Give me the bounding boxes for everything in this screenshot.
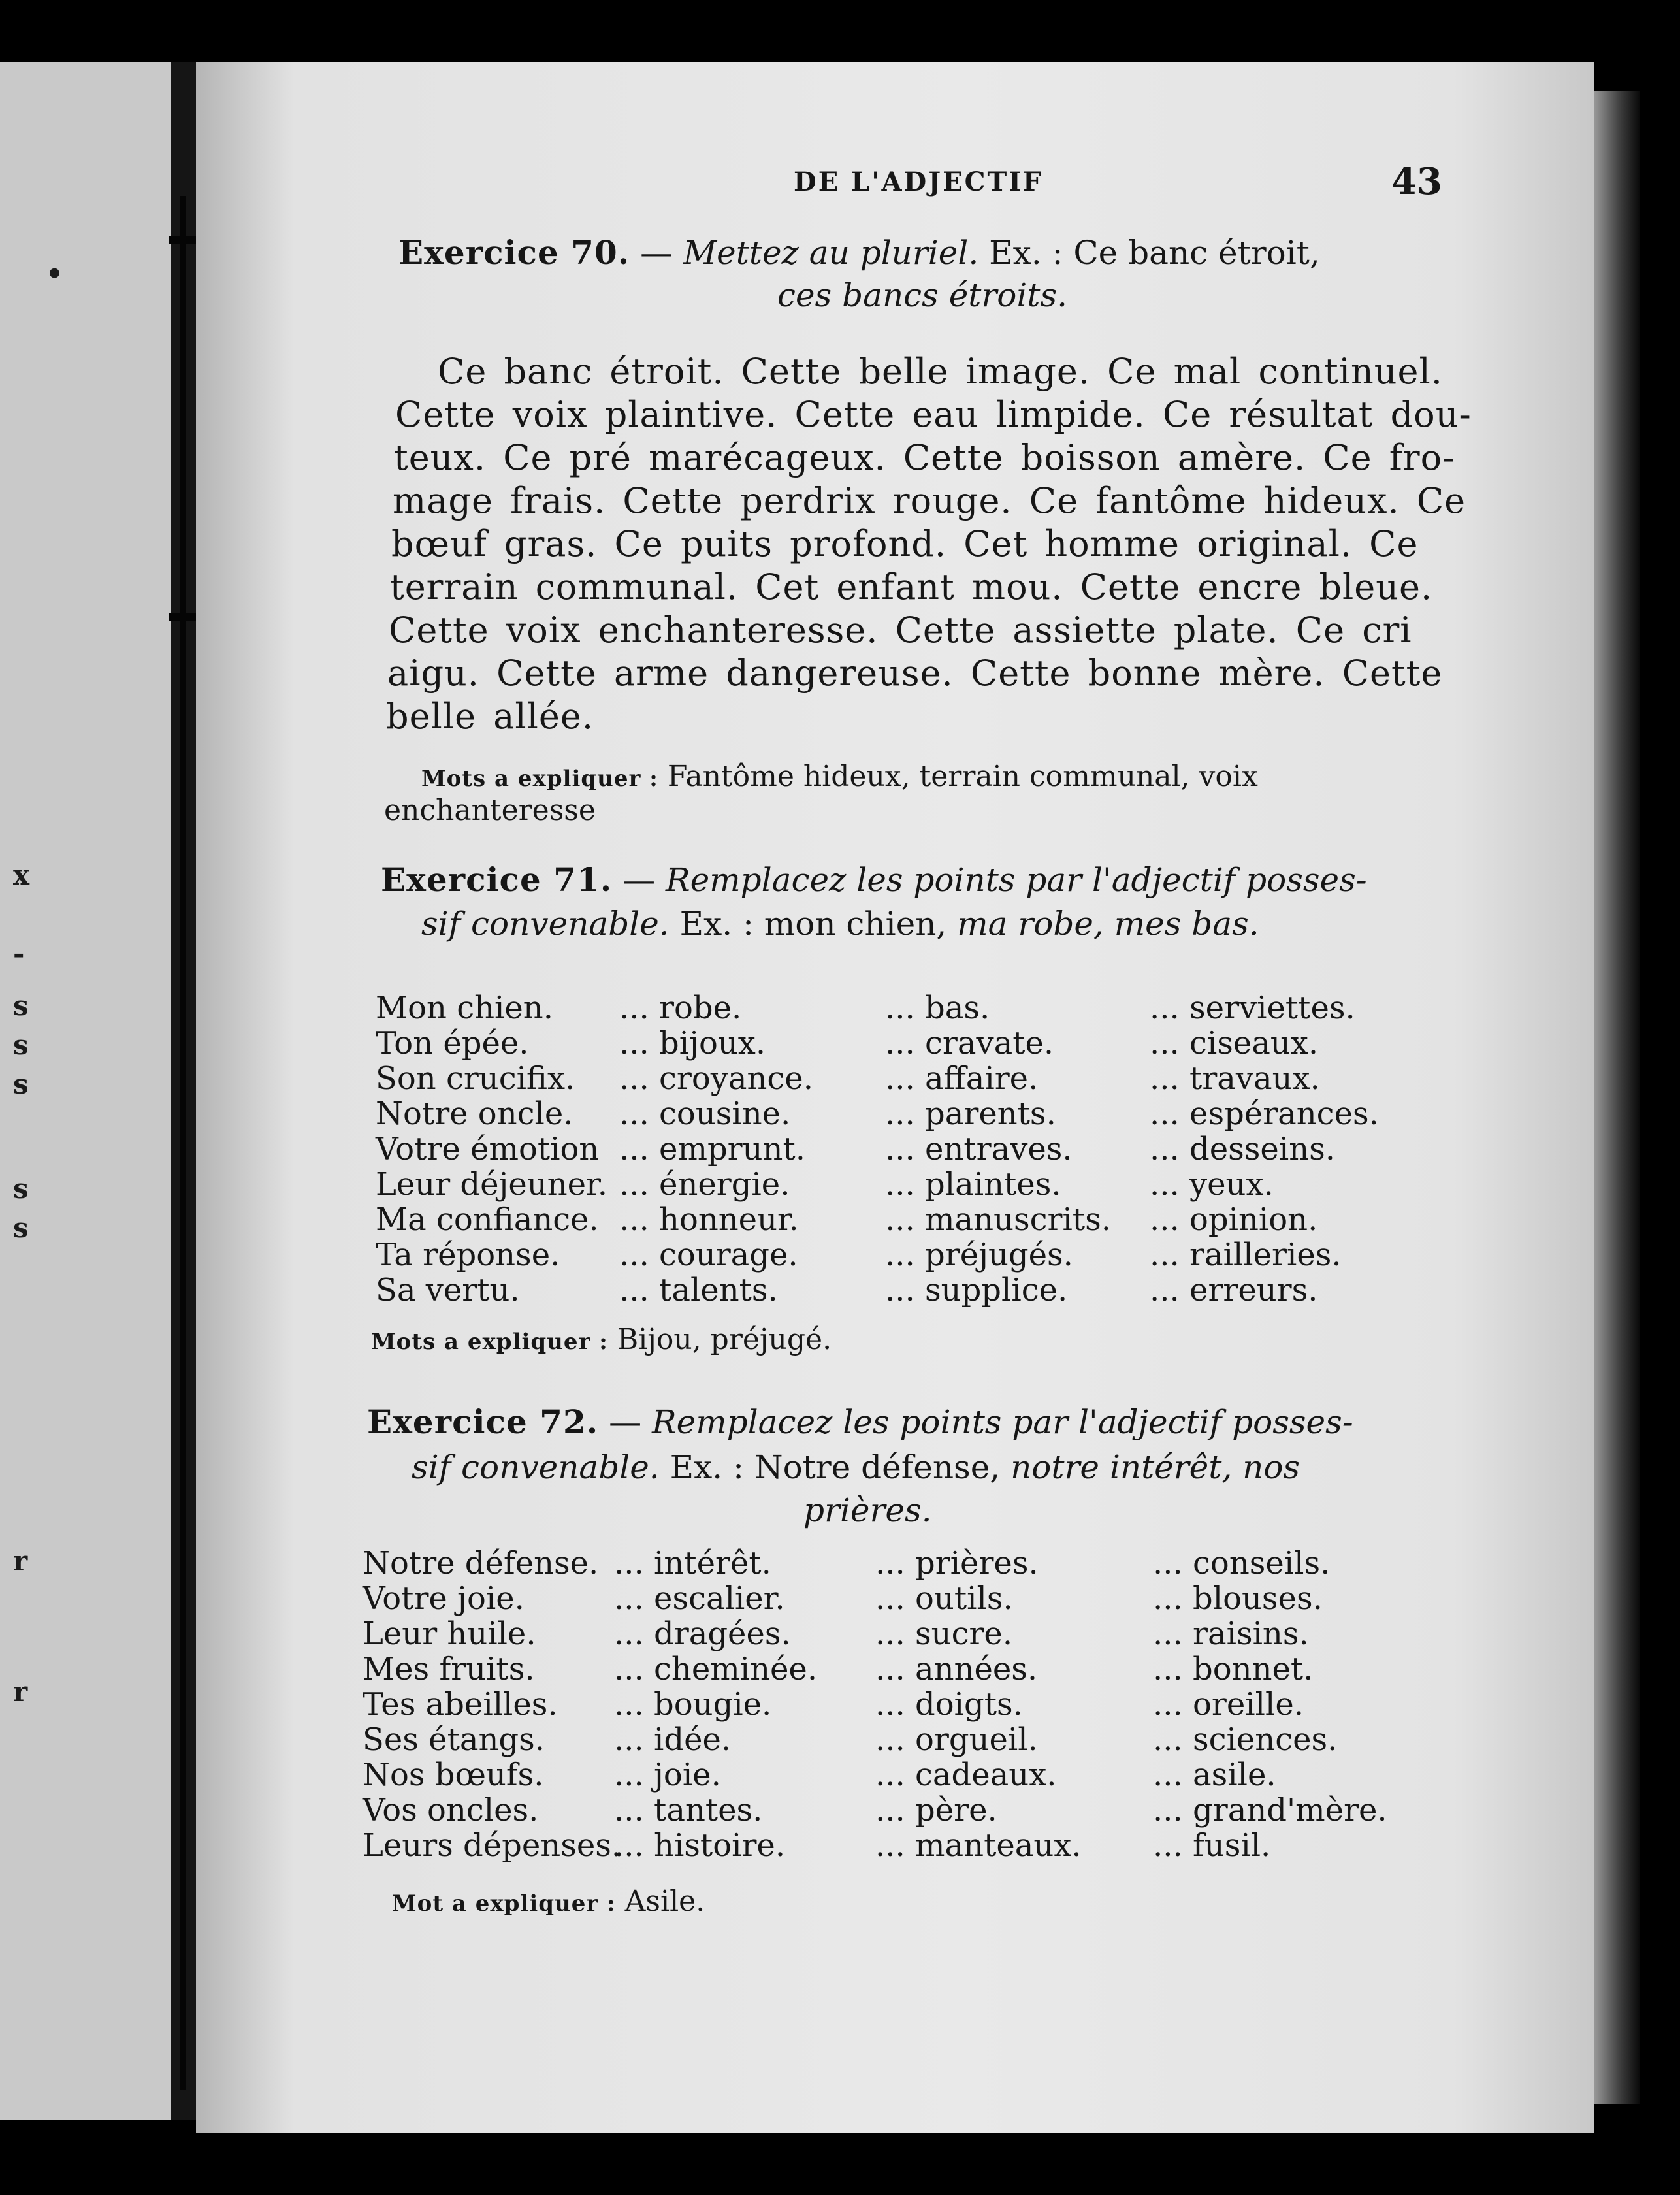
grid-cell: Leurs dépenses. [363, 1827, 622, 1864]
exercise-72-heading [367, 1403, 1353, 1441]
exercise-72-example-italic: notre intérêt, nos [1010, 1448, 1300, 1486]
exercise-72-heading-line2 [412, 1448, 1300, 1486]
grid-cell: ... emprunt. [619, 1131, 805, 1167]
exercise-70-text-line: aigu. Cette arme dangereuse. Cette bonne mère. Cette [387, 653, 1443, 694]
exercise-70-text-line: bœuf gras. Ce puits profond. Cet homme original. Ce [391, 523, 1419, 564]
grid-cell: ... outils. [875, 1580, 1013, 1617]
grid-cell: ... asile. [1153, 1757, 1276, 1793]
exercise-70-dash: — [630, 234, 673, 272]
exercise-72-example-italic-cont: prières. [803, 1491, 932, 1529]
exercise-72-ex-label: Ex. : [659, 1448, 754, 1486]
grid-cell: ... railleries. [1150, 1237, 1342, 1273]
grid-cell: ... escalier. [614, 1580, 785, 1617]
grid-cell: ... bougie. [614, 1686, 772, 1723]
grid-cell: ... manteaux. [875, 1827, 1082, 1864]
grid-cell: Sa vertu. [376, 1272, 520, 1309]
grid-cell: Notre défense. [363, 1545, 599, 1582]
exercise-71-instruction-cont: sif convenable. [421, 905, 670, 943]
exercise-70-label: Exercice 70. [398, 233, 630, 272]
running-head: DE L'ADJECTIF [794, 167, 1044, 197]
grid-cell: ... supplice. [885, 1272, 1068, 1309]
exercise-72-example: Notre défense, [754, 1448, 1001, 1486]
exercise-70-heading [398, 233, 1320, 272]
grid-cell: ... tantes. [614, 1792, 763, 1829]
page-number: 43 [1391, 160, 1442, 203]
exercise-70-text-line: Cette voix plaintive. Cette eau limpide. Ce résultat dou- [395, 394, 1472, 435]
facing-page-mark: s [13, 1029, 29, 1061]
grid-cell: ... dragées. [614, 1616, 791, 1652]
exercise-71-heading [381, 860, 1367, 899]
grid-cell: ... yeux. [1150, 1166, 1274, 1203]
grid-cell: ... honneur. [619, 1201, 799, 1238]
grid-cell: ... idée. [614, 1721, 732, 1758]
facing-page-mark: s [13, 1173, 29, 1205]
grid-cell: ... parents. [885, 1096, 1056, 1132]
exercise-72-label: Exercice 72. [367, 1403, 599, 1441]
facing-page-mark: • [46, 258, 63, 290]
grid-cell: ... blouses. [1153, 1580, 1323, 1617]
grid-cell: ... plaintes. [885, 1166, 1061, 1203]
grid-cell: ... bas. [885, 990, 990, 1026]
grid-cell: ... joie. [614, 1757, 721, 1793]
grid-cell: ... bonnet. [1153, 1651, 1314, 1687]
grid-cell: ... courage. [619, 1237, 798, 1273]
facing-page-mark: s [13, 1068, 29, 1100]
grid-cell: ... énergie. [619, 1166, 790, 1203]
grid-cell: Votre émotion [376, 1131, 600, 1167]
grid-cell: ... serviettes. [1150, 990, 1355, 1026]
exercise-70-ex-label: Ex. : [978, 234, 1074, 272]
exercise-70-vocabulary-cont: enchanteresse [384, 794, 596, 827]
grid-cell: ... desseins. [1150, 1131, 1335, 1167]
exercise-70-example: Ce banc étroit, [1073, 234, 1320, 272]
grid-cell: ... histoire. [614, 1827, 786, 1864]
grid-cell: ... fusil. [1153, 1827, 1271, 1864]
grid-cell: ... cousine. [619, 1096, 791, 1132]
exercise-70-text-line: mage frais. Cette perdrix rouge. Ce fantôme hideux. Ce [393, 480, 1466, 521]
grid-cell: ... erreurs. [1150, 1272, 1318, 1309]
grid-cell: ... cheminée. [614, 1651, 818, 1687]
grid-cell: ... années. [875, 1651, 1038, 1687]
grid-cell: ... affaire. [885, 1060, 1039, 1097]
grid-cell: ... raisins. [1153, 1616, 1309, 1652]
grid-cell: Ta réponse. [376, 1237, 560, 1273]
exercise-70-text-line: Ce banc étroit. Cette belle image. Ce mal continuel. [438, 351, 1443, 392]
vocabulary-words: Bijou, préjugé. [617, 1323, 832, 1356]
exercise-70-example-italic: ces bancs étroits. [777, 276, 1068, 314]
exercise-70-vocabulary [421, 760, 1258, 793]
grid-cell: ... grand'mère. [1153, 1792, 1387, 1829]
grid-cell: Mon chien. [376, 990, 553, 1026]
grid-cell: Mes fruits. [363, 1651, 535, 1687]
grid-cell: ... cravate. [885, 1025, 1054, 1062]
exercise-71-label: Exercice 71. [381, 860, 613, 899]
grid-cell: Votre joie. [363, 1580, 525, 1617]
grid-cell: ... prières. [875, 1545, 1039, 1582]
grid-cell: ... préjugés. [885, 1237, 1073, 1273]
grid-cell: Leur déjeuner. [376, 1166, 607, 1203]
grid-cell: Notre oncle. [376, 1096, 573, 1132]
exercise-70-text-line: terrain communal. Cet enfant mou. Cette encre bleue. [390, 566, 1433, 608]
grid-cell: ... oreille. [1153, 1686, 1304, 1723]
facing-page-mark: - [13, 937, 25, 969]
exercise-72-dash: — [598, 1403, 642, 1441]
exercise-72-instruction-cont: sif convenable. [412, 1448, 660, 1486]
facing-page-mark: s [13, 990, 29, 1022]
grid-cell: ... croyance. [619, 1060, 813, 1097]
exercise-71-dash: — [612, 861, 656, 899]
grid-cell: Ma confiance. [376, 1201, 599, 1238]
facing-page-mark: x [13, 859, 30, 891]
grid-cell: Vos oncles. [363, 1792, 539, 1829]
grid-cell: ... bijoux. [619, 1025, 766, 1062]
exercise-72-heading-line3 [803, 1491, 932, 1529]
facing-page-mark: s [13, 1212, 29, 1244]
grid-cell: Ton épée. [376, 1025, 529, 1062]
grid-cell: ... père. [875, 1792, 997, 1829]
grid-cell: ... cadeaux. [875, 1757, 1057, 1793]
page-edge-shadow [1594, 91, 1640, 2104]
grid-cell: ... manuscrits. [885, 1201, 1111, 1238]
grid-cell: ... talents. [619, 1272, 778, 1309]
grid-cell: ... orgueil. [875, 1721, 1038, 1758]
exercise-70-text-line: Cette voix enchanteresse. Cette assiette plate. Ce cri [389, 610, 1412, 651]
grid-cell: ... travaux. [1150, 1060, 1320, 1097]
vocabulary-label: Mots a expliquer : [421, 766, 658, 792]
exercise-71-vocabulary [371, 1323, 832, 1356]
vocabulary-words: Fantôme hideux, terrain communal, voix [667, 760, 1258, 793]
facing-page-mark: r [13, 1545, 28, 1577]
book-page [196, 62, 1594, 2133]
grid-cell: Nos bœufs. [363, 1757, 544, 1793]
grid-cell: Son crucifix. [376, 1060, 575, 1097]
vocabulary-label: Mot a expliquer : [392, 1891, 616, 1917]
exercise-70-text-line: teux. Ce pré marécageux. Cette boisson amère. Ce fro- [394, 437, 1455, 478]
grid-cell: ... espérances. [1150, 1096, 1379, 1132]
grid-cell: Leur huile. [363, 1616, 536, 1652]
exercise-71-example: mon chien, [764, 905, 947, 943]
exercise-70-example-line [777, 276, 1067, 314]
exercise-72-vocabulary [392, 1885, 705, 1918]
exercise-71-ex-label: Ex. : [669, 905, 764, 943]
exercise-70-text-line: belle allée. [386, 696, 594, 737]
grid-cell: Ses étangs. [363, 1721, 545, 1758]
grid-cell: Tes abeilles. [363, 1686, 558, 1723]
grid-cell: ... conseils. [1153, 1545, 1331, 1582]
grid-cell: ... intérêt. [614, 1545, 771, 1582]
exercise-71-heading-line2 [421, 905, 1259, 943]
grid-cell: ... sciences. [1153, 1721, 1338, 1758]
exercise-72-instruction: Remplacez les points par l'adjectif posses- [651, 1403, 1353, 1441]
grid-cell: ... opinion. [1150, 1201, 1318, 1238]
exercise-70-instruction: Mettez au pluriel. [683, 234, 979, 272]
vocabulary-label: Mots a expliquer : [371, 1329, 608, 1355]
vocabulary-words: Asile. [624, 1885, 705, 1918]
grid-cell: ... doigts. [875, 1686, 1023, 1723]
facing-page-mark: r [13, 1676, 28, 1708]
grid-cell: ... ciseaux. [1150, 1025, 1319, 1062]
grid-cell: ... entraves. [885, 1131, 1073, 1167]
exercise-71-example-italic: ma robe, mes bas. [957, 905, 1259, 943]
facing-page-fragment [0, 62, 171, 2120]
grid-cell: ... robe. [619, 990, 742, 1026]
grid-cell: ... sucre. [875, 1616, 1013, 1652]
exercise-71-instruction: Remplacez les points par l'adjectif posses- [665, 861, 1367, 899]
